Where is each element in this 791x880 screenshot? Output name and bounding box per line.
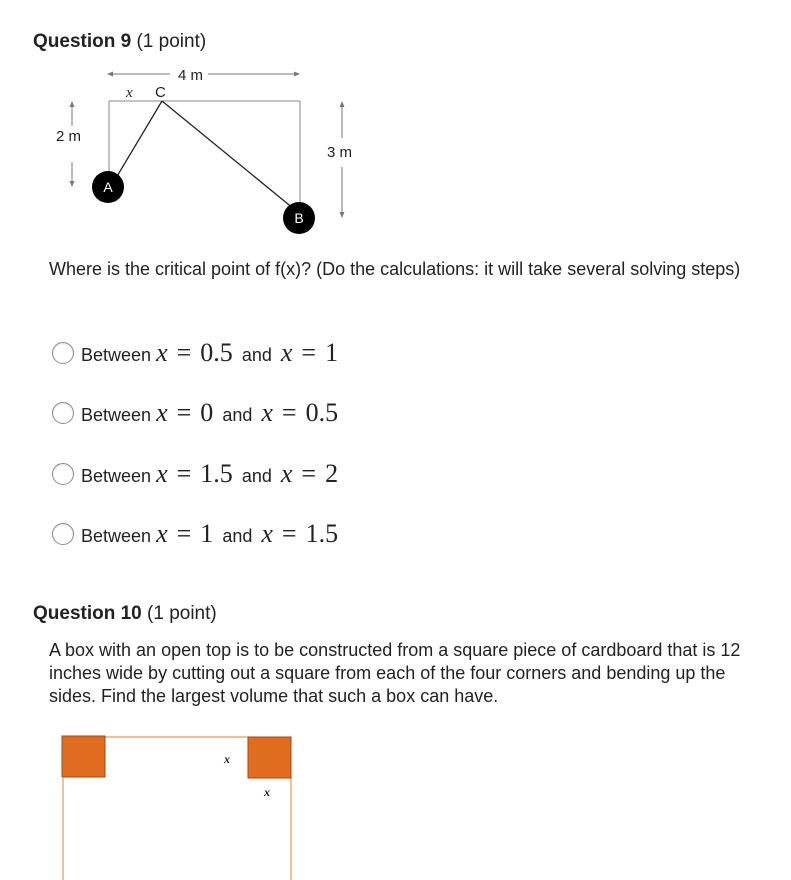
choice-option-2[interactable]: [52, 397, 338, 429]
right-dimension-arrow-bottom: [340, 212, 345, 218]
top-dimension-arrow-right: [294, 72, 300, 77]
choice-option-1[interactable]: [52, 337, 338, 369]
question-10-points: (1 point): [147, 603, 217, 624]
choice-option-4[interactable]: [52, 518, 338, 550]
radio-button-4[interactable]: [52, 523, 74, 545]
left-dimension-label: 2 m: [56, 128, 82, 145]
choice-label-2: Between x = 0 and x = 0.5: [81, 398, 339, 427]
question-10-label: Question 10: [33, 603, 142, 624]
question-10-title: [33, 603, 217, 625]
cable-c-to-b: [162, 101, 294, 209]
cable-a-to-c: [116, 101, 162, 178]
point-a-label: A: [103, 179, 113, 195]
question-9-text: Where is the critical point of f(x)? (Do the calculations: it will take several solving steps): [49, 259, 741, 279]
radio-button-3[interactable]: [52, 463, 74, 485]
left-dimension-arrow-top: [70, 101, 75, 107]
point-c-label: C: [155, 84, 166, 101]
question-9-label: Question 9: [33, 31, 132, 52]
question-9-points: (1 point): [136, 31, 207, 52]
x-label-top: x: [224, 752, 230, 766]
choice-label-3: Between x = 1.5 and x = 2: [81, 459, 339, 488]
x-label-side: x: [264, 785, 270, 799]
choice-option-3[interactable]: [52, 458, 338, 490]
corner-square-right: [248, 737, 291, 778]
x-label: x: [126, 85, 133, 101]
choice-label-1: Between x = 0.5 and x = 1: [81, 338, 339, 367]
right-dimension-arrow-top: [340, 101, 345, 107]
corner-square-left: [62, 736, 105, 777]
question-10-text: A box with an open top is to be constructed from a square piece of cardboard that is 12 inches wide by cutting out a square from each of the four corners and bending up the sides. Find the largest volume that such a box can have.: [49, 640, 741, 706]
top-dimension-label: 4 m: [178, 67, 204, 84]
radio-button-2[interactable]: [52, 402, 74, 424]
choice-label-4: Between x = 1 and x = 1.5: [81, 519, 339, 548]
point-b-label: B: [294, 210, 304, 226]
radio-button-1[interactable]: [52, 342, 74, 364]
question-9-diagram: [0, 0, 400, 245]
question-10-diagram: [0, 730, 340, 880]
top-dimension-arrow-left: [107, 72, 113, 77]
right-dimension-label: 3 m: [327, 144, 353, 161]
left-dimension-arrow-bottom: [70, 181, 75, 187]
